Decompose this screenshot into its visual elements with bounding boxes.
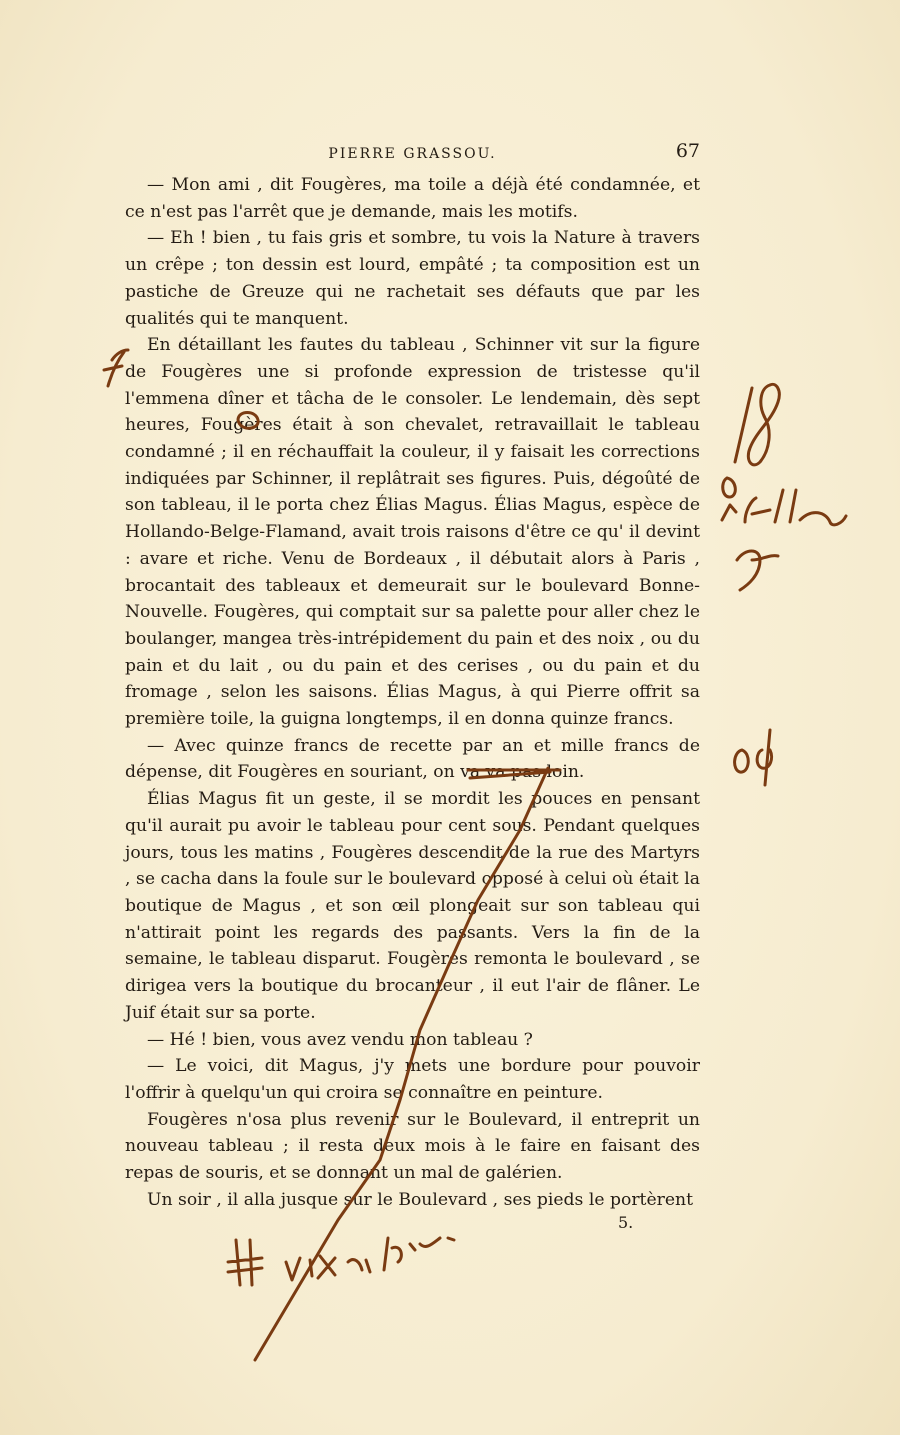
- margin-word-mark: [722, 490, 846, 525]
- bottom-handwriting-mark: [228, 1238, 454, 1285]
- paragraph: Fougères n'osa plus revenir sur le Boulevard, il entreprit un nouveau tableau ; il resta deux mois à le faire en faisant des repas de souris, et se donnant un mal de galérien.: [125, 1109, 700, 1184]
- paragraph: Un soir , il alla jusque sur le Boulevard , ses pieds le portèrent: [147, 1189, 693, 1210]
- margin-ge-mark: [737, 551, 778, 590]
- body-text: [125, 172, 700, 1213]
- page-header: [125, 142, 700, 166]
- margin-od-mark: [735, 730, 772, 785]
- paragraph: — Mon ami , dit Fougères, ma toile a déjà été condamnée, et ce n'est pas l'arrêt que je demande, mais les motifs.: [125, 175, 700, 222]
- margin-slash-mark: [735, 388, 752, 462]
- paragraph: — Eh ! bien , tu fais gris et sombre, tu vois la Nature à travers un crêpe ; ton dessin est lourd, empâté ; ta composition est un pastiche de Greuze qui ne rachetait ses défauts que par les qualités qui te manquent.: [125, 228, 700, 329]
- paragraph: — Avec quinze francs de recette par an et mille francs de dépense, dit Fougères en souriant, on va va pas loin.: [125, 735, 700, 783]
- paragraph: — Le voici, dit Magus, j'y mets une bordure pour pouvoir l'offrir à quelqu'un qui croira se connaître en peinture.: [125, 1056, 700, 1103]
- signature-mark: 5.: [618, 1213, 634, 1232]
- paragraph: En détaillant les fautes du tableau , Schinner vit sur la figure de Fougères une si profonde expression de tristesse qu'il l'emmena dîner et tâcha de le consoler. Le lendemain, dès sept heures, Fougères était à son chevalet, retravaillait le tableau condamné ; il en réchauffait la couleur, il y faisait les corrections indiquées par Schinner, il replâtrait ses figures. Puis, dégoûté de son tableau, il le porta chez Élias Magus. Élias Magus, espèce de Hollando-Belge-Flamand, avait trois raisons d'être ce qu' il devint : avare et riche. Venu de Bordeaux , il débutait alors à Paris , brocantait des tableaux et demeurait sur le boulevard Bonne-Nouvelle. Fougères, qui comptait sur sa palette pour aller chez le boulanger, mangea très-intrépidement du pain et des noix , ou du pain et du lait , ou du pain et des cerises , ou du pain et du fromage , selon les saisons. Élias Magus, à qui Pierre offrit sa première toile, la guigna longtemps, il en donna quinze francs.: [125, 335, 700, 730]
- margin-loop-mark: [748, 384, 779, 465]
- paragraph: — Hé ! bien, vous avez vendu mon tableau ?: [147, 1029, 533, 1050]
- paragraph: Élias Magus fit un geste, il se mordit les pouces en pensant qu'il aurait pu avoir le tableau pour cent sous. Pendant quelques jours, tous les matins , Fougères descendit de la rue des Martyrs , se cacha dans la foule sur le boulevard opposé à celui où était la boutique de Magus , et son œil plongeait sur son tableau qui n'attirait point les regards des passants. Vers la fin de la semaine, le tableau disparut. Fougères remonta le boulevard , se dirigea vers la boutique du brocanteur , il eut l'air de flâner. Le Juif était sur sa porte.: [125, 789, 700, 1023]
- margin-o-mark: [723, 478, 736, 497]
- running-title: PIERRE GRASSOU.: [328, 146, 497, 162]
- page-number: 67: [675, 140, 700, 162]
